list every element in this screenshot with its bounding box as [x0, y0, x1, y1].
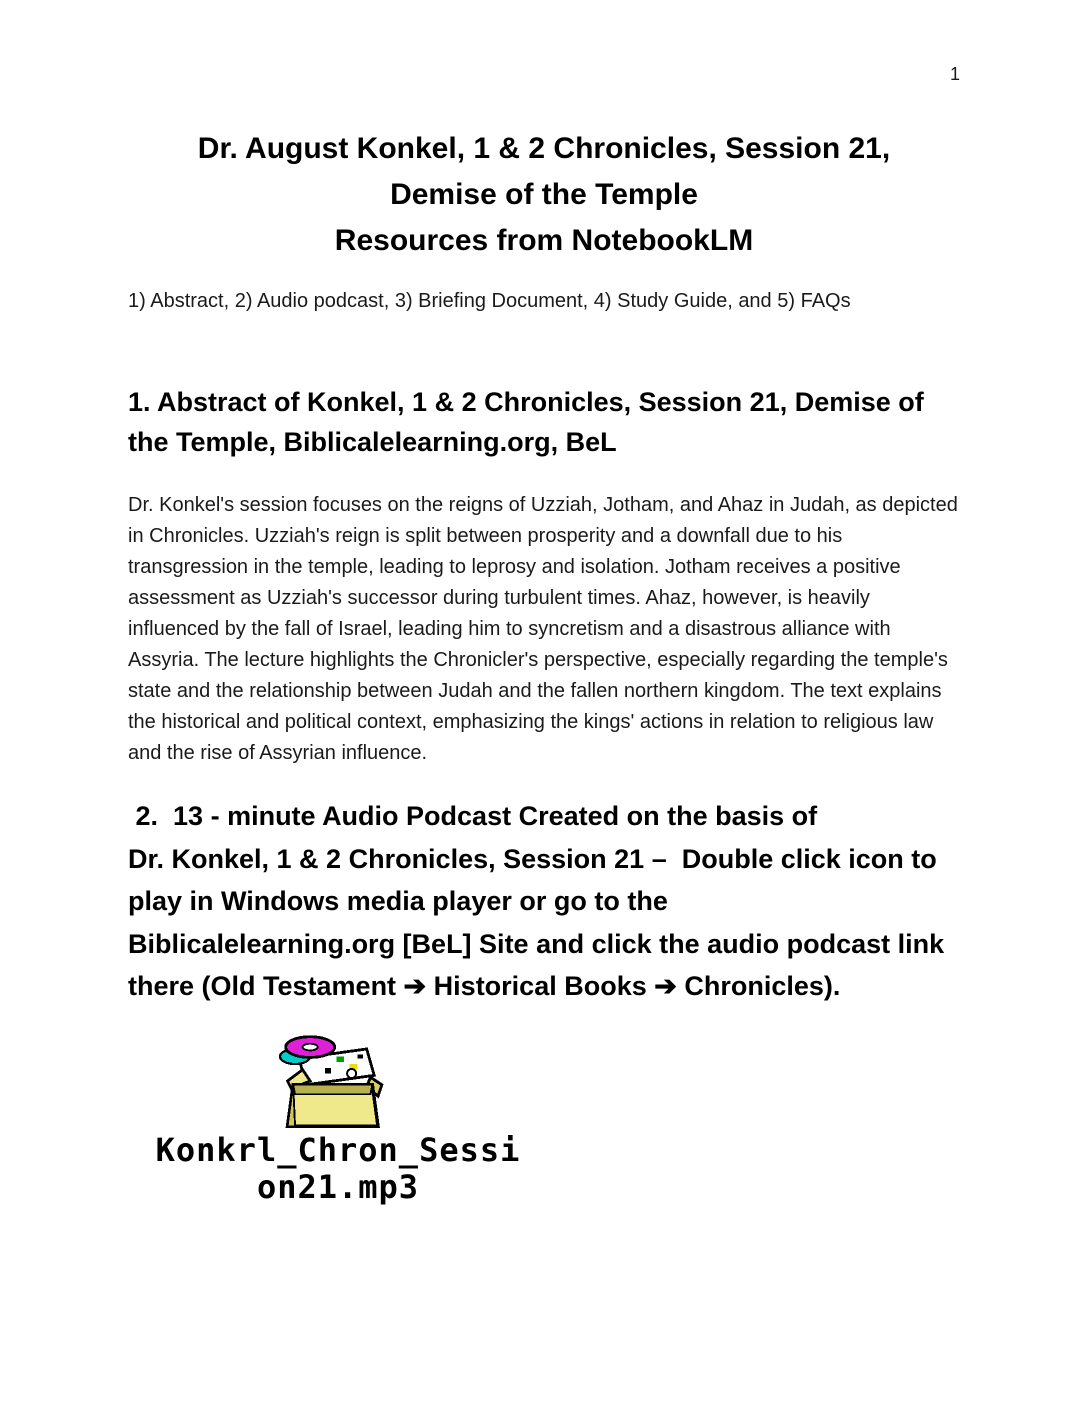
heading-line: there (Old Testament ➔ Historical Books ➔ Chronicles).: [128, 971, 841, 1001]
page-content: [128, 126, 960, 1206]
audio-file-name[interactable]: [128, 1132, 548, 1206]
heading-line: 2. 13 - minute Audio Podcast Created on the basis of: [128, 801, 818, 831]
heading-line: 1. Abstract of Konkel, 1 & 2 Chronicles, Session 21, Demise of: [128, 387, 924, 417]
section1-heading: [128, 382, 960, 462]
heading-line: Biblicalelearning.org [BeL] Site and click the audio podcast link: [128, 928, 945, 959]
audio-package-icon[interactable]: [268, 1032, 390, 1130]
title-line: Dr. August Konkel, 1 & 2 Chronicles, Session 21,: [197, 132, 891, 165]
abstract-paragraph: Dr. Konkel's session focuses on the reigns of Uzziah, Jotham, and Ahaz in Judah, as depicted in Chronicles. Uzziah's reign is split between prosperity and a downfall due to his transgression in the temple, leading to leprosy and isolation. Jotham receives a positive assessment as Uzziah's successor during turbulent times. Ahaz, however, is heavily influenced by the fall of Israel, leading him to syncretism and a disastrous alliance with Assyria. The lecture highlights the Chronicler's perspective, especially regarding the temple's state and the relationship between Judah and the fallen northern kingdom. The text explains the historical and political context, emphasizing the kings' actions in relation to religious law and the rise of Assyrian influence.: [128, 494, 958, 764]
heading-line: Dr. Konkel, 1 & 2 Chronicles, Session 21 – Double click icon to: [128, 843, 937, 874]
page-number: 1: [949, 64, 960, 84]
heading-line: the Temple, Biblicalelearning.org, BeL: [128, 427, 617, 457]
audio-file-attachment[interactable]: [128, 1032, 960, 1206]
document-title: [128, 126, 960, 264]
title-line: Demise of the Temple: [390, 178, 698, 211]
audio-file-name-line[interactable]: Konkrl_Chron_Sessi: [155, 1130, 521, 1169]
title-line: Resources from NotebookLM: [334, 224, 754, 257]
resource-list-line: 1) Abstract, 2) Audio podcast, 3) Briefing Document, 4) Study Guide, and 5) FAQs: [128, 290, 851, 312]
section2-heading: [128, 795, 960, 1008]
audio-file-name-line[interactable]: on21.mp3: [256, 1167, 420, 1206]
heading-line: play in Windows media player or go to the: [128, 886, 668, 916]
